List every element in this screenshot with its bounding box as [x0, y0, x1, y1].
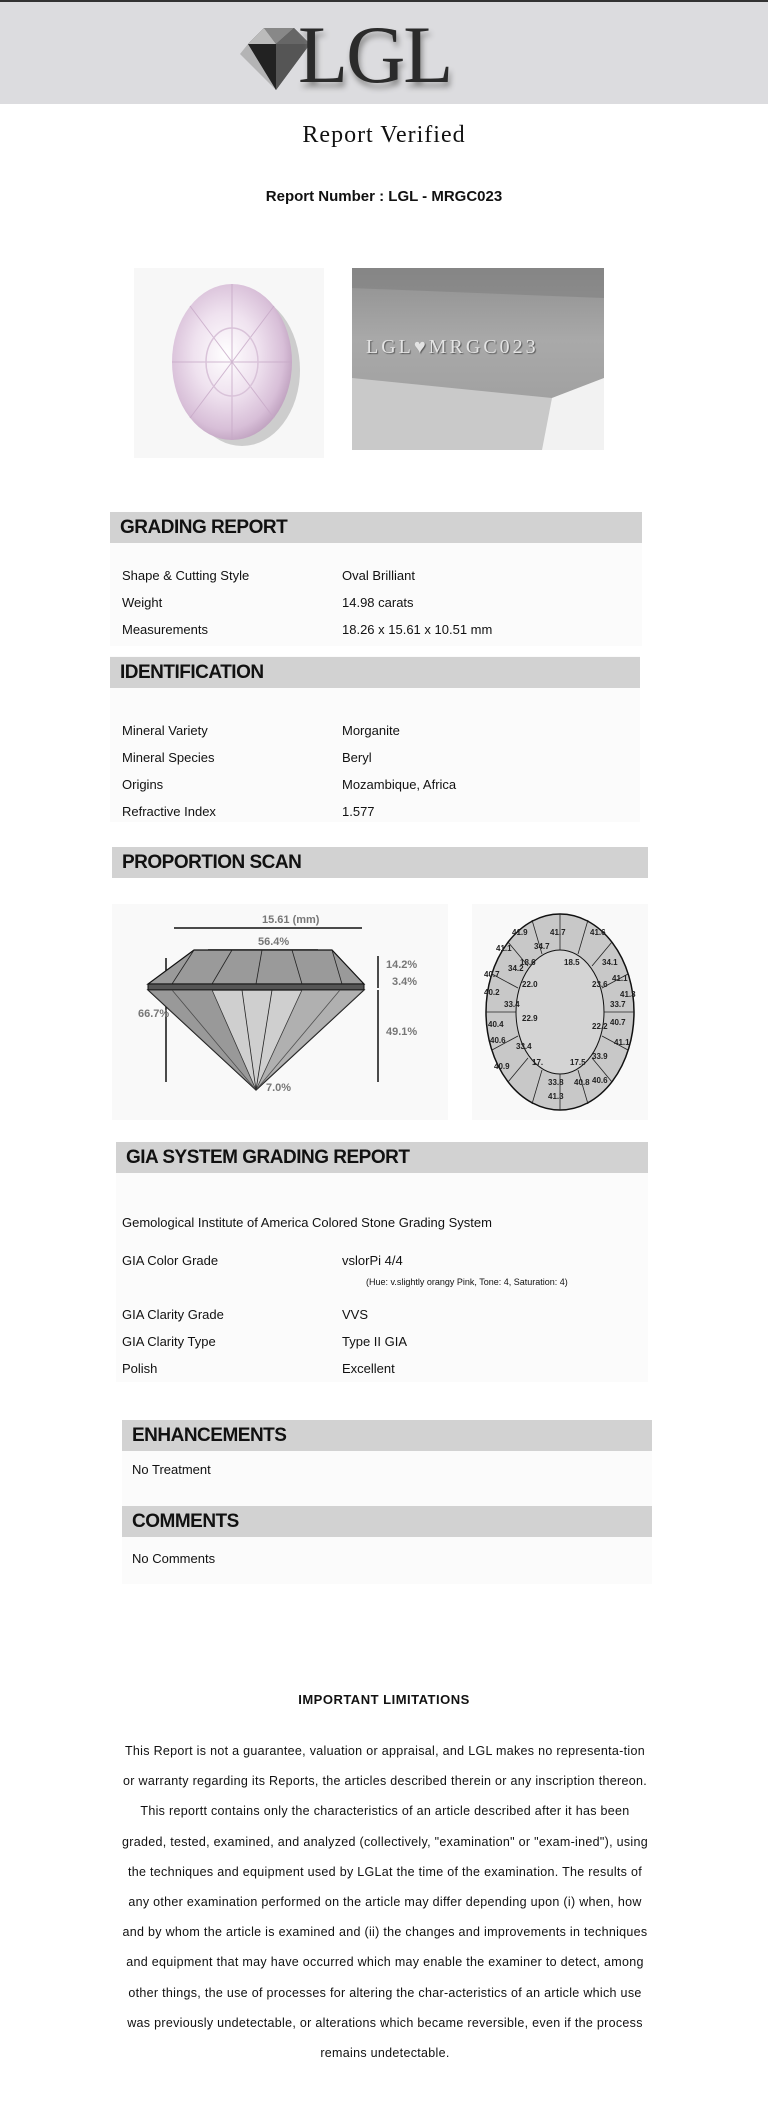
logo-text: LGL	[298, 9, 452, 100]
facet-value: 34.2	[508, 964, 524, 973]
facet-value: 41.1	[496, 944, 512, 953]
grading-heading: GRADING REPORT	[110, 512, 642, 543]
id-label-origins: Origins	[122, 777, 164, 792]
facet-value: 41.3	[548, 1092, 564, 1101]
id-value-species: Beryl	[342, 750, 372, 765]
grading-value-weight: 14.98 carats	[342, 595, 414, 610]
inscription-text: LGL♥MRGC023	[366, 336, 539, 358]
facet-value: 33.4	[504, 1000, 520, 1009]
facet-value: 33.4	[516, 1042, 532, 1051]
facet-value: 41.3	[620, 990, 636, 999]
id-value-ri: 1.577	[342, 804, 375, 819]
page-title: Report Verified	[302, 122, 466, 148]
gia-system-text: Gemological Institute of America Colored Stone Grading System	[122, 1215, 492, 1230]
comments-text: No Comments	[132, 1551, 216, 1566]
facet-value: 41.9	[512, 928, 528, 937]
facet-value: 41.1	[612, 974, 628, 983]
facet-value: 40.6	[592, 1076, 608, 1085]
gia-heading: GIA SYSTEM GRADING REPORT	[116, 1142, 648, 1173]
identification-heading: IDENTIFICATION	[110, 657, 640, 688]
facet-value: 34.7	[534, 942, 550, 951]
proportion-heading: PROPORTION SCAN	[112, 847, 648, 878]
lgl-logo	[236, 9, 486, 100]
id-value-origins: Mozambique, Africa	[342, 777, 457, 792]
id-label-variety: Mineral Variety	[122, 723, 208, 738]
facet-value: 22.9	[522, 1014, 538, 1023]
gia-clarity-grade-value: VVS	[342, 1307, 369, 1322]
facet-value: 40.6	[490, 1036, 506, 1045]
grading-value-shape: Oval Brilliant	[342, 568, 415, 583]
gia-color-label: GIA Color Grade	[122, 1253, 219, 1268]
facet-value: 17.	[532, 1058, 544, 1067]
facet-value: 33.9	[592, 1052, 608, 1061]
id-label-species: Mineral Species	[122, 750, 215, 765]
enhancements-heading: ENHANCEMENTS	[122, 1420, 652, 1451]
facet-value: 41.7	[550, 928, 566, 937]
grading-value-measurements: 18.26 x 15.61 x 10.51 mm	[342, 622, 493, 637]
facet-value: 34.1	[602, 958, 618, 967]
facet-value: 41.6	[590, 928, 606, 937]
facet-value: 23.6	[592, 980, 608, 989]
facet-value: 17.5	[570, 1058, 586, 1067]
crown-pct-label: 14.2%	[386, 959, 418, 971]
facet-value: 40.8	[574, 1078, 590, 1087]
enhancements-text: No Treatment	[132, 1462, 211, 1477]
facet-value: 18.5	[564, 958, 580, 967]
limitations-body: This Report is not a guarantee, valuation or appraisal, and LGL makes no representa-tion or warranty regarding its Reports, the articles described therein or any inscription thereon. This reportt contains only the characteristics of an article described after it has been graded, tested, examined, and analyzed (collectively, "examination" or "exam-ined"), using the techniques and equipment used by LGLat the time of the examination. The results of any other examination performed on the article may differ depending upon (i) when, how and by whom the article is examined and (ii) the changes and improvements in techniques and equipment that may have occurred which may enable the examiner to detect, among other things, the use of processes for altering the char-acteristics of an article which use was previously undetectable, or alterations which became reversible, even if the process remains undetectable.	[121, 1744, 649, 2061]
gia-clarity-type-label: GIA Clarity Type	[122, 1334, 216, 1349]
limitations-heading: IMPORTANT LIMITATIONS	[298, 1692, 470, 1707]
id-label-ri: Refractive Index	[122, 804, 216, 819]
facet-value: 40.2	[484, 988, 500, 997]
id-value-variety: Morganite	[342, 723, 400, 738]
gia-polish-value: Excellent	[342, 1361, 395, 1376]
gia-clarity-grade-label: GIA Clarity Grade	[122, 1307, 224, 1322]
girdle-pct-label: 3.4%	[392, 976, 418, 988]
facet-value: 40.4	[488, 1020, 504, 1029]
gia-polish-label: Polish	[122, 1361, 158, 1376]
culet-pct-label: 7.0%	[266, 1082, 292, 1094]
facet-map-diagram	[472, 904, 648, 1120]
facet-value: 18.6	[520, 958, 536, 967]
facet-value: 40.7	[484, 970, 500, 979]
facet-value: 33.7	[610, 1000, 626, 1009]
header-banner	[0, 0, 768, 104]
gia-color-note: (Hue: v.slightly orangy Pink, Tone: 4, Saturation: 4)	[366, 1277, 568, 1287]
facet-value: 41.1	[614, 1038, 630, 1047]
grading-label-weight: Weight	[122, 595, 163, 610]
facet-value: 22.0	[522, 980, 538, 989]
inscription-photo	[352, 268, 604, 450]
facet-value: 22.2	[592, 1022, 608, 1031]
gia-clarity-type-value: Type II GIA	[342, 1334, 408, 1349]
pavilion-pct-label: 49.1%	[386, 1026, 418, 1038]
width-label: 15.61 (mm)	[262, 914, 320, 926]
gia-color-value: vslorPi 4/4	[342, 1253, 403, 1268]
grading-label-measurements: Measurements	[122, 622, 208, 637]
gem-photo	[134, 268, 324, 458]
grading-label-shape: Shape & Cutting Style	[122, 568, 250, 583]
depth-pct-label: 66.7%	[138, 1008, 170, 1020]
comments-heading: COMMENTS	[122, 1506, 652, 1537]
profile-diagram	[112, 904, 448, 1120]
table-pct-label: 56.4%	[258, 936, 290, 948]
facet-value: 40.7	[610, 1018, 626, 1027]
facet-value: 33.8	[548, 1078, 564, 1087]
facet-value: 40.9	[494, 1062, 510, 1071]
report-number: Report Number : LGL - MRGC023	[265, 188, 503, 205]
